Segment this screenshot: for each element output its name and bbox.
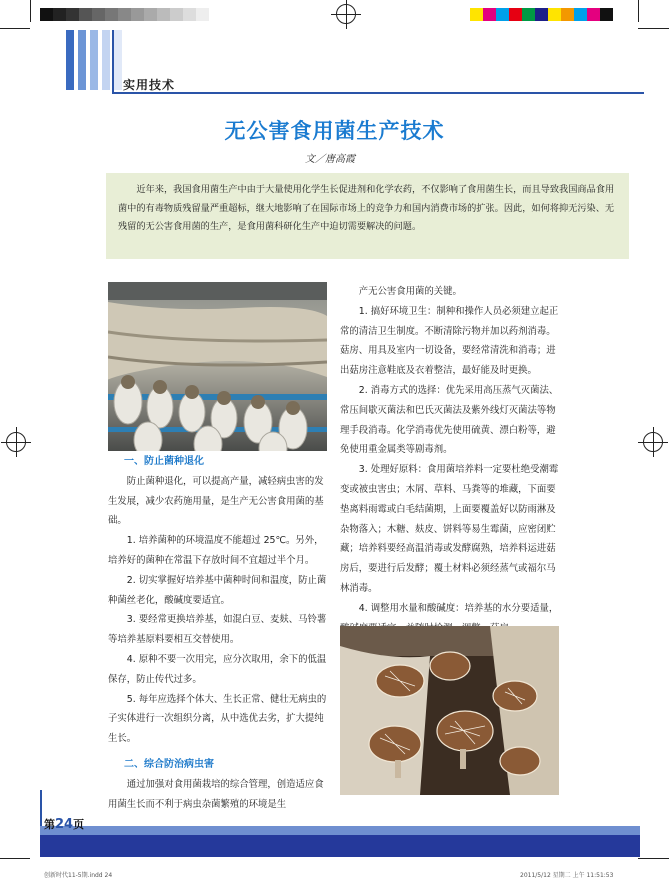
crop-mark bbox=[0, 28, 30, 29]
crop-mark bbox=[638, 858, 669, 859]
paragraph: 4. 调整用水量和酸碱度：培养基的水分要适量， bbox=[358, 602, 559, 614]
page-number-suffix: 页 bbox=[73, 818, 85, 831]
section-label: 实用技术 bbox=[123, 78, 176, 92]
registration-mark bbox=[6, 432, 26, 452]
header-rule bbox=[112, 92, 644, 94]
footer-band bbox=[40, 835, 640, 857]
abstract-box: 近年来，我国食用菌生产中由于大量使用化学生长促进剂和化学农药，不仅影响了食用菌生长，而且导致我国商品食用菌中的有毒物质残留量严重超标，继大地影响了在国际市场上的竞争力和国内消费市场的扩张。因此，如何将抑无污染、无残留的无公害食用菌的生产，是食用菌科研化生产中迫切需要解决的问题。 bbox=[106, 173, 629, 259]
crop-mark bbox=[638, 0, 639, 22]
slug-right: 2011/5/12 星期二 上午 11:51:53 bbox=[520, 872, 614, 879]
left-rule bbox=[112, 30, 114, 94]
paragraph: 1. 搞好环境卫生：制种和操作人员必须建立起正常的清洁卫生制度。不断清除污物并加以药剂消毒。菇房、用具及室内一切设备，要经常清洗和消毒；进出菇房注意鞋底及衣着整洁，最好能及时更换。 bbox=[340, 305, 559, 377]
color-bar bbox=[470, 8, 613, 21]
page-number bbox=[44, 816, 84, 832]
paragraph: 通过加强对食用菌栽培的综合管理，创造适应食用菌生长而不利于病虫杂菌繁殖的环境是生 bbox=[108, 778, 324, 810]
section-heading: 二、综合防治病虫害 bbox=[124, 758, 214, 770]
registration-mark bbox=[336, 4, 356, 24]
paragraph: 防止菌种退化，可以提高产量，减轻病虫害的发生发展，减少农药施用量，是生产无公害食用菌的基础。 bbox=[108, 475, 324, 527]
shiitake-mushrooms-photo bbox=[340, 626, 559, 795]
grayscale-bar bbox=[40, 8, 209, 21]
slug-left: 创新时代11-5期.indd 24 bbox=[44, 872, 113, 879]
paragraph: 3. 处理好原料：食用菌培养料一定要杜绝受潮霉变或被虫害虫；木屑、草料、马粪等的堆藏，下面要垫离料雨霉或白毛结菌期，上面要覆盖好以防雨淋及杂物落入；木糖、麸皮、饼料等易生霉菌，应密闭贮藏；培养料要经高温消毒或发酵腐熟，培养料运进菇房后，要进行后发酵；覆土材料必须经蒸气或福尔马林消毒。 bbox=[340, 464, 559, 594]
section-heading: 一、防止菌种退化 bbox=[124, 456, 204, 467]
article-title: 无公害食用菌生产技术 bbox=[224, 119, 445, 143]
page-number-prefix: 第 bbox=[44, 818, 55, 831]
crop-mark bbox=[30, 0, 31, 22]
paragraph: 4. 原种不要一次用完，应分次取用，余下的低温保存，防止传代过多。 bbox=[108, 653, 327, 685]
footer-band-light bbox=[40, 826, 640, 835]
paragraph: 产无公害食用菌的关键。 bbox=[358, 286, 462, 297]
paragraph: 1. 培养菌种的环境温度不能超过 25℃。另外，培养好的菌种在常温下存放时间不宜超过半个月。 bbox=[108, 535, 324, 566]
mushroom-cultivation-bags-photo bbox=[108, 282, 327, 451]
crop-mark bbox=[638, 28, 669, 29]
registration-mark bbox=[643, 432, 663, 452]
crop-mark bbox=[0, 858, 30, 859]
paragraph: 2. 切实掌握好培养基中菌种时间和温度，防止菌种菌丝老化，酸碱度要适宜。 bbox=[108, 574, 327, 606]
column-right bbox=[340, 282, 559, 638]
page-number-value: 24 bbox=[55, 817, 74, 832]
paragraph: 5. 每年应选择个体大、生长正常、健壮无病虫的子实体进行一次组织分离，从中选优去劣，扩大提纯生长。 bbox=[108, 693, 327, 745]
paragraph: 3. 要经常更换培养基，如混白豆、麦麸、马铃薯等培养基原料要相互交替使用。 bbox=[108, 614, 327, 646]
byline: 文／唐高霞 bbox=[305, 154, 355, 165]
column-left bbox=[108, 452, 327, 814]
paragraph: 2. 消毒方式的选择：优先采用高压蒸气灭菌法、常压间歇灭菌法和巴氏灭菌法及紫外线灯灭菌法等物理手段消毒。化学消毒优先使用硫黄、漂白粉等，避免使用重金属类等剧毒剂。 bbox=[340, 384, 559, 456]
